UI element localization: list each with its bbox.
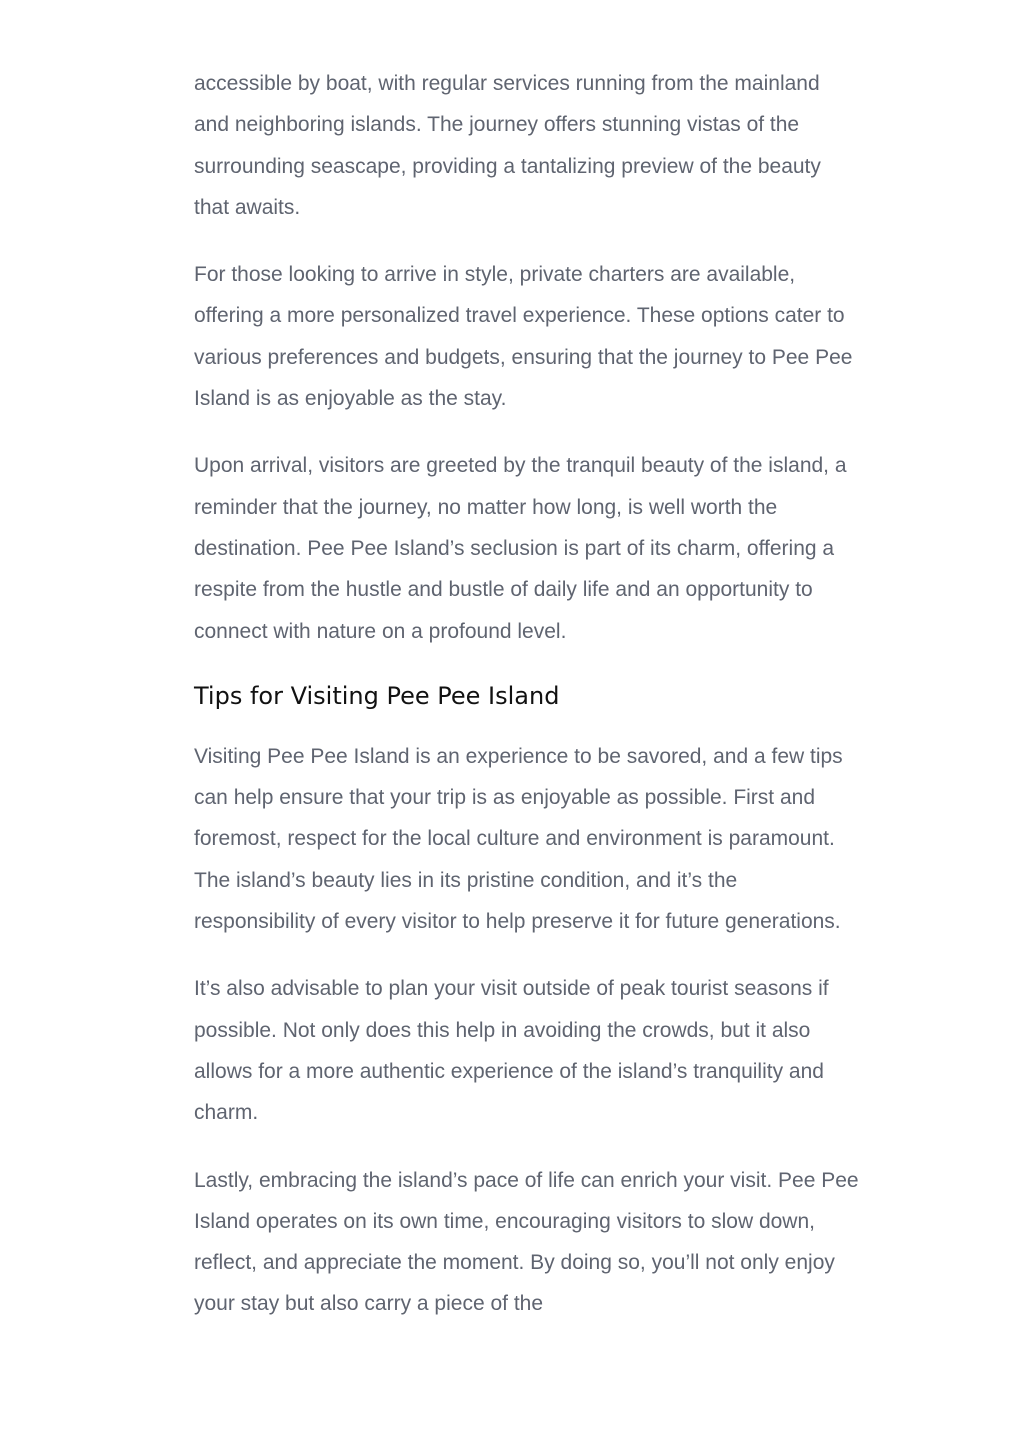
paragraph-boat-access: accessible by boat, with regular services running from the mainland and neighboring islands. The journey offers stunning vistas of the surrounding seascape, providing a tantalizing preview of the beauty that awaits. xyxy=(194,72,821,219)
paragraph-island-pace: Lastly, embracing the island’s pace of life can enrich your visit. Pee Pee Island operates on its own time, encouraging visitors to slow down, reflect, and appreciate the moment. By doing so, you’ll not only enjoy your stay but also carry a piece of the xyxy=(194,1168,859,1316)
paragraph-off-peak-advice: It’s also advisable to plan your visit outside of peak tourist seasons if possible. Not only does this help in avoiding the crowds, but it also allows for a more authentic experience of the island’s tranquility and charm. xyxy=(194,977,829,1125)
paragraph-visiting-tips: Visiting Pee Pee Island is an experience to be savored, and a few tips can help ensure that your trip is as enjoyable as possible. First and foremost, respect for the local culture and environment is paramount. The island’s beauty lies in its pristine condition, and it’s the responsibility of every visitor to help preserve it for future generations. xyxy=(194,744,843,934)
article-body xyxy=(194,63,860,1351)
section-heading: Tips for Visiting Pee Pee Island xyxy=(194,681,560,710)
paragraph-private-charters: For those looking to arrive in style, private charters are available, offering a more personalized travel experience. These options cater to various preferences and budgets, ensuring that the journey to Pee Pee Island is as enjoyable as the stay. xyxy=(194,263,853,411)
paragraph-upon-arrival: Upon arrival, visitors are greeted by the tranquil beauty of the island, a reminder that the journey, no matter how long, is well worth the destination. Pee Pee Island’s seclusion is part of its charm, offering a respite from the hustle and bustle of daily life and an opportunity to connect with nature on a profound level. xyxy=(194,454,847,643)
